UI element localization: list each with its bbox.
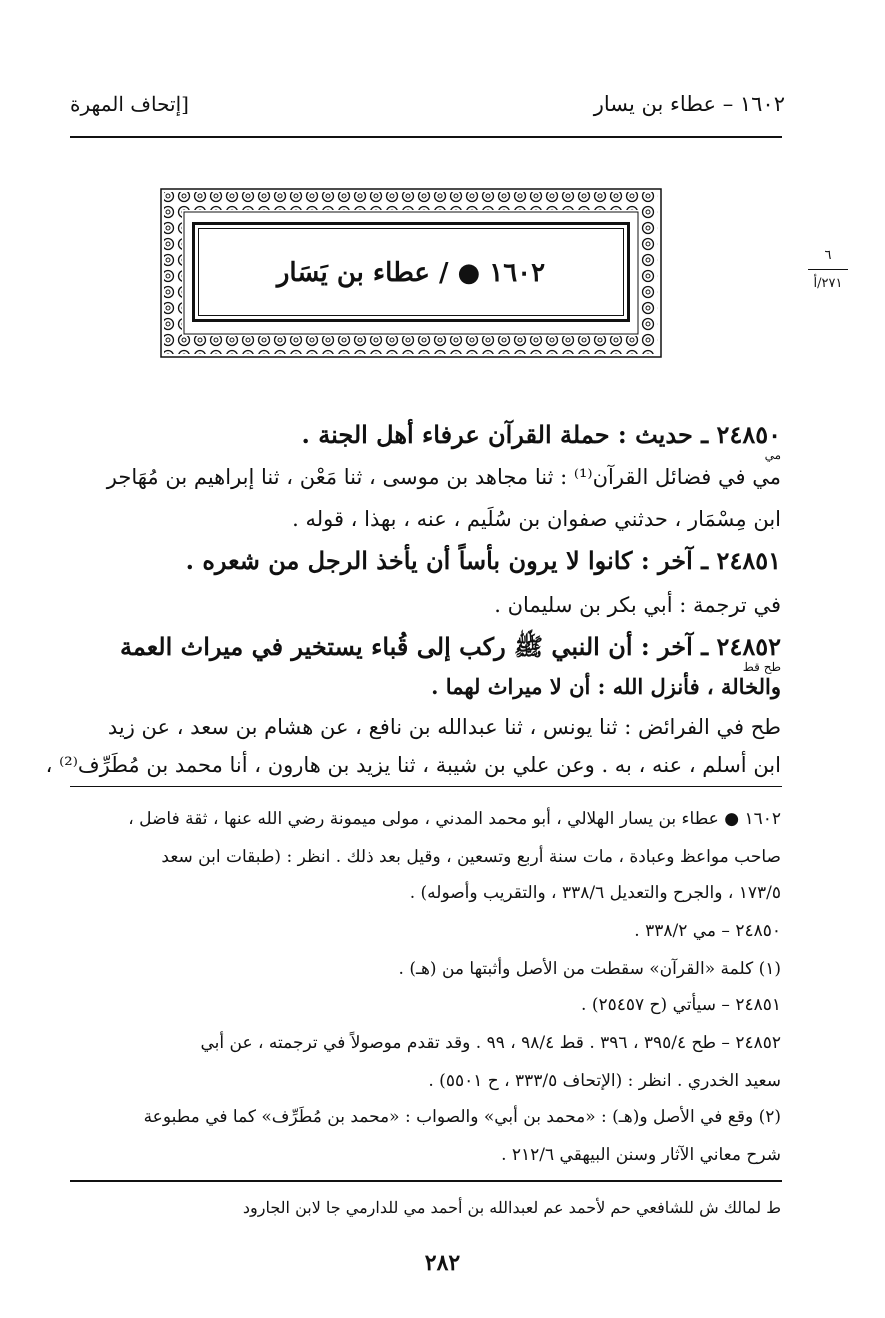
hadith-24850-title: ٢٤٨٥٠ ـ حديث : حملة القرآن عرفاء أهل الجنة . bbox=[301, 420, 781, 449]
header-rule bbox=[70, 136, 782, 138]
biography-title: ١٦٠٢ ● / عطاء بن يَسَار bbox=[276, 258, 546, 288]
footnote-24851: ٢٤٨٥١ – سيأتي (ح ٢٥٤٥٧) . bbox=[581, 995, 781, 1015]
running-header-chapter: ١٦٠٢ – عطاء بن يسار bbox=[593, 92, 785, 116]
margin-ref-rule bbox=[808, 269, 848, 270]
margin-ref-bottom: ٢٧١/أ bbox=[813, 276, 843, 291]
footnote-24850: ٢٤٨٥٠ – مي ٣٣٨/٢ . bbox=[634, 921, 781, 941]
hadith-24850-isnad-line1: مي في فضائل القرآن⁽¹⁾ : ثنا مجاهد بن موسى ، ثنا مَعْن ، ثنا إبراهيم بن مُهَاجر bbox=[106, 465, 781, 489]
footnote-24852-line2: سعيد الخدري . انظر : (الإتحاف ٣٣٣/٥ ، ح ٥٥٠١) . bbox=[428, 1071, 781, 1091]
margin-ref-top: ٦ bbox=[824, 248, 832, 263]
hadith-24851-source: في ترجمة : أبي بكر بن سليمان . bbox=[494, 593, 781, 617]
hadith-24852-isnad-line2: ابن أسلم ، عنه ، به . وعن علي بن شيبة ، ثنا يزيد بن هارون ، أنا محمد بن مُطَرِّف⁽²⁾ ، bbox=[45, 753, 781, 777]
abbreviation-legend: ط لمالك ش للشافعي حم لأحمد عم لعبدالله بن أحمد مي للدارمي جا لابن الجارود bbox=[242, 1198, 781, 1217]
hadith-24852-title: ٢٤٨٥٢ ـ آخر : أن النبي ﷺ ركب إلى قُباء يستخير في ميراث العمة bbox=[119, 632, 781, 661]
hadith-24852-isnad-line1: طح في الفرائض : ثنا يونس ، ثنا عبدالله بن نافع ، عن هشام بن سعد ، عن زيد bbox=[107, 715, 781, 739]
footnote-separator bbox=[70, 786, 782, 787]
hadith-24852-sigil: طح قط bbox=[742, 660, 781, 674]
footnote-bio-line2: صاحب مواعظ وعبادة ، مات سنة أربع وتسعين ، وقيل بعد ذلك . انظر : (طبقات ابن سعد bbox=[161, 847, 781, 867]
page-number: ٢٨٢ bbox=[424, 1250, 461, 1276]
footnote-bio-line3: ١٧٣/٥ ، والجرح والتعديل ٣٣٨/٦ ، والتقريب وأصوله) . bbox=[409, 883, 781, 903]
footnote-bio-line1: ١٦٠٢ ● عطاء بن يسار الهلالي ، أبو محمد المدني ، مولى ميمونة رضي الله عنها ، ثقة فاضل ، bbox=[128, 809, 781, 829]
hadith-24850-sigil: مي bbox=[764, 448, 781, 462]
hadith-24850-isnad-line2: ابن مِسْمَار ، حدثني صفوان بن سُلَيم ، عنه ، بهذا ، قوله . bbox=[292, 507, 781, 531]
footnote-24852-line1: ٢٤٨٥٢ – طح ٣٩٥/٤ ، ٣٩٦ . قط ٩٨/٤ ، ٩٩ . وقد تقدم موصولاً في ترجمته ، عن أبي bbox=[200, 1033, 781, 1053]
hadith-24851-title: ٢٤٨٥١ ـ آخر : كانوا لا يرون بأساً أن يأخذ الرجل من شعره . bbox=[185, 546, 781, 575]
running-header-book: [إتحاف المهرة bbox=[70, 92, 189, 116]
footnote-2-line2: شرح معاني الآثار وسنن البيهقي ٢١٢/٦ . bbox=[501, 1145, 781, 1165]
footnote-2-line1: (٢) وقع في الأصل و(هـ) : «محمد بن أبي» والصواب : «محمد بن مُطَرِّف» كما في مطبوعة bbox=[143, 1107, 781, 1127]
margin-manuscript-ref bbox=[808, 248, 848, 291]
hadith-24852-title-cont: والخالة ، فأنزل الله : أن لا ميراث لهما . bbox=[431, 674, 781, 699]
legend-rule bbox=[70, 1180, 782, 1182]
footnote-1: (١) كلمة «القرآن» سقطت من الأصل وأثبتها من (هـ) . bbox=[398, 959, 781, 979]
